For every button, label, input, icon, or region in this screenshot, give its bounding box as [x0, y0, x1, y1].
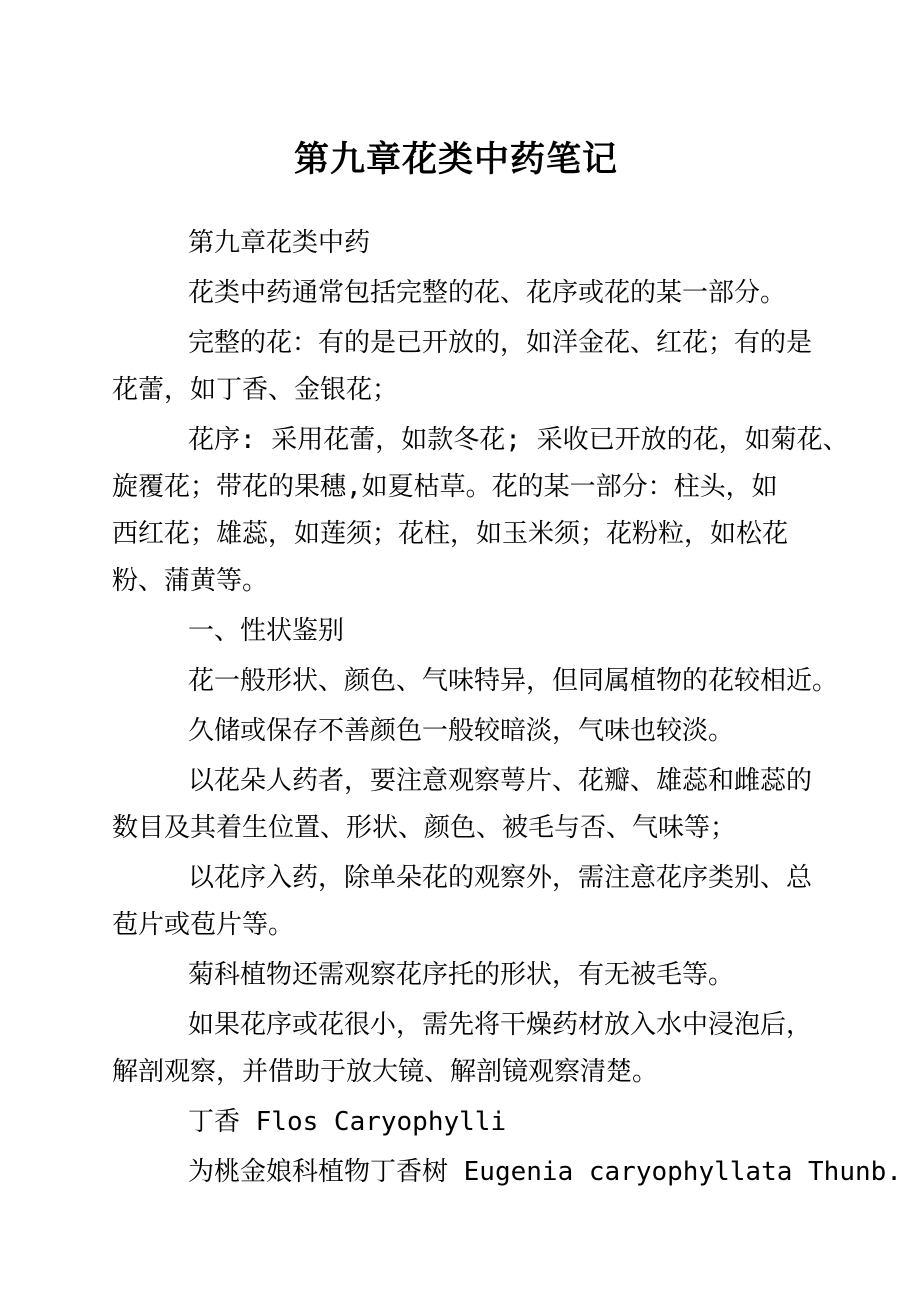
text-line: 菊科植物还需观察花序托的形状，有无被毛等。	[188, 960, 735, 990]
paragraph	[112, 952, 800, 999]
text-line: 旋覆花；带花的果穗,如夏枯草。花的某一部分：柱头，如	[112, 472, 778, 502]
text-line: 花蕾，如丁香、金银花；	[112, 375, 399, 405]
text-line: 一、性状鉴别	[188, 616, 345, 646]
text-line: 第九章花类中药	[188, 228, 371, 258]
paragraph	[112, 270, 800, 317]
paragraph	[112, 608, 800, 655]
paragraph	[112, 1099, 800, 1146]
paragraph	[112, 1002, 813, 1096]
document-title: 第九章花类中药笔记	[293, 140, 618, 180]
text-line: 花一般形状、颜色、气味特异，但同属植物的花较相近。	[188, 666, 839, 696]
text-line: 花类中药通常包括完整的花、花序或花的某一部分。	[188, 278, 787, 308]
text-line: 以花朵人药者，要注意观察萼片、花瓣、雄蕊和雌蕊的	[188, 766, 813, 796]
text-line: 完整的花：有的是已开放的，如洋金花、红花；有的是	[188, 328, 813, 358]
text-line: 西红花；雄蕊，如莲须；花柱，如玉米须；花粉粒，如松花	[112, 519, 789, 549]
text-line: 丁香 Flos Caryophylli	[188, 1107, 507, 1137]
document-body	[112, 220, 902, 1196]
paragraph	[112, 758, 813, 852]
paragraph	[112, 855, 813, 949]
text-line: 花序: 采用花蕾，如款冬花; 采收已开放的花，如菊花、	[188, 425, 849, 455]
paragraph	[112, 1149, 902, 1196]
text-line: 以花序入药，除单朵花的观察外，需注意花序类别、总	[188, 863, 813, 893]
text-line: 如果花序或花很小，需先将干燥药材放入水中浸泡后，	[188, 1010, 813, 1040]
text-line: 粉、蒲黄等。	[112, 566, 269, 596]
paragraph	[112, 320, 813, 414]
text-line: 解剖观察，并借助于放大镜、解剖镜观察清楚。	[112, 1057, 659, 1087]
text-line: 苞片或苞片等。	[112, 910, 295, 940]
paragraph	[112, 658, 839, 705]
paragraph	[112, 417, 849, 605]
text-line: 数目及其着生位置、形状、颜色、被毛与否、气味等；	[112, 813, 737, 843]
text-line: 久储或保存不善颜色一般较暗淡，气味也较淡。	[188, 716, 735, 746]
text-line: 为桃金娘科植物丁香树 Eugenia caryophyllata Thunb.	[188, 1157, 902, 1187]
paragraph	[112, 708, 800, 755]
paragraph	[112, 220, 800, 267]
